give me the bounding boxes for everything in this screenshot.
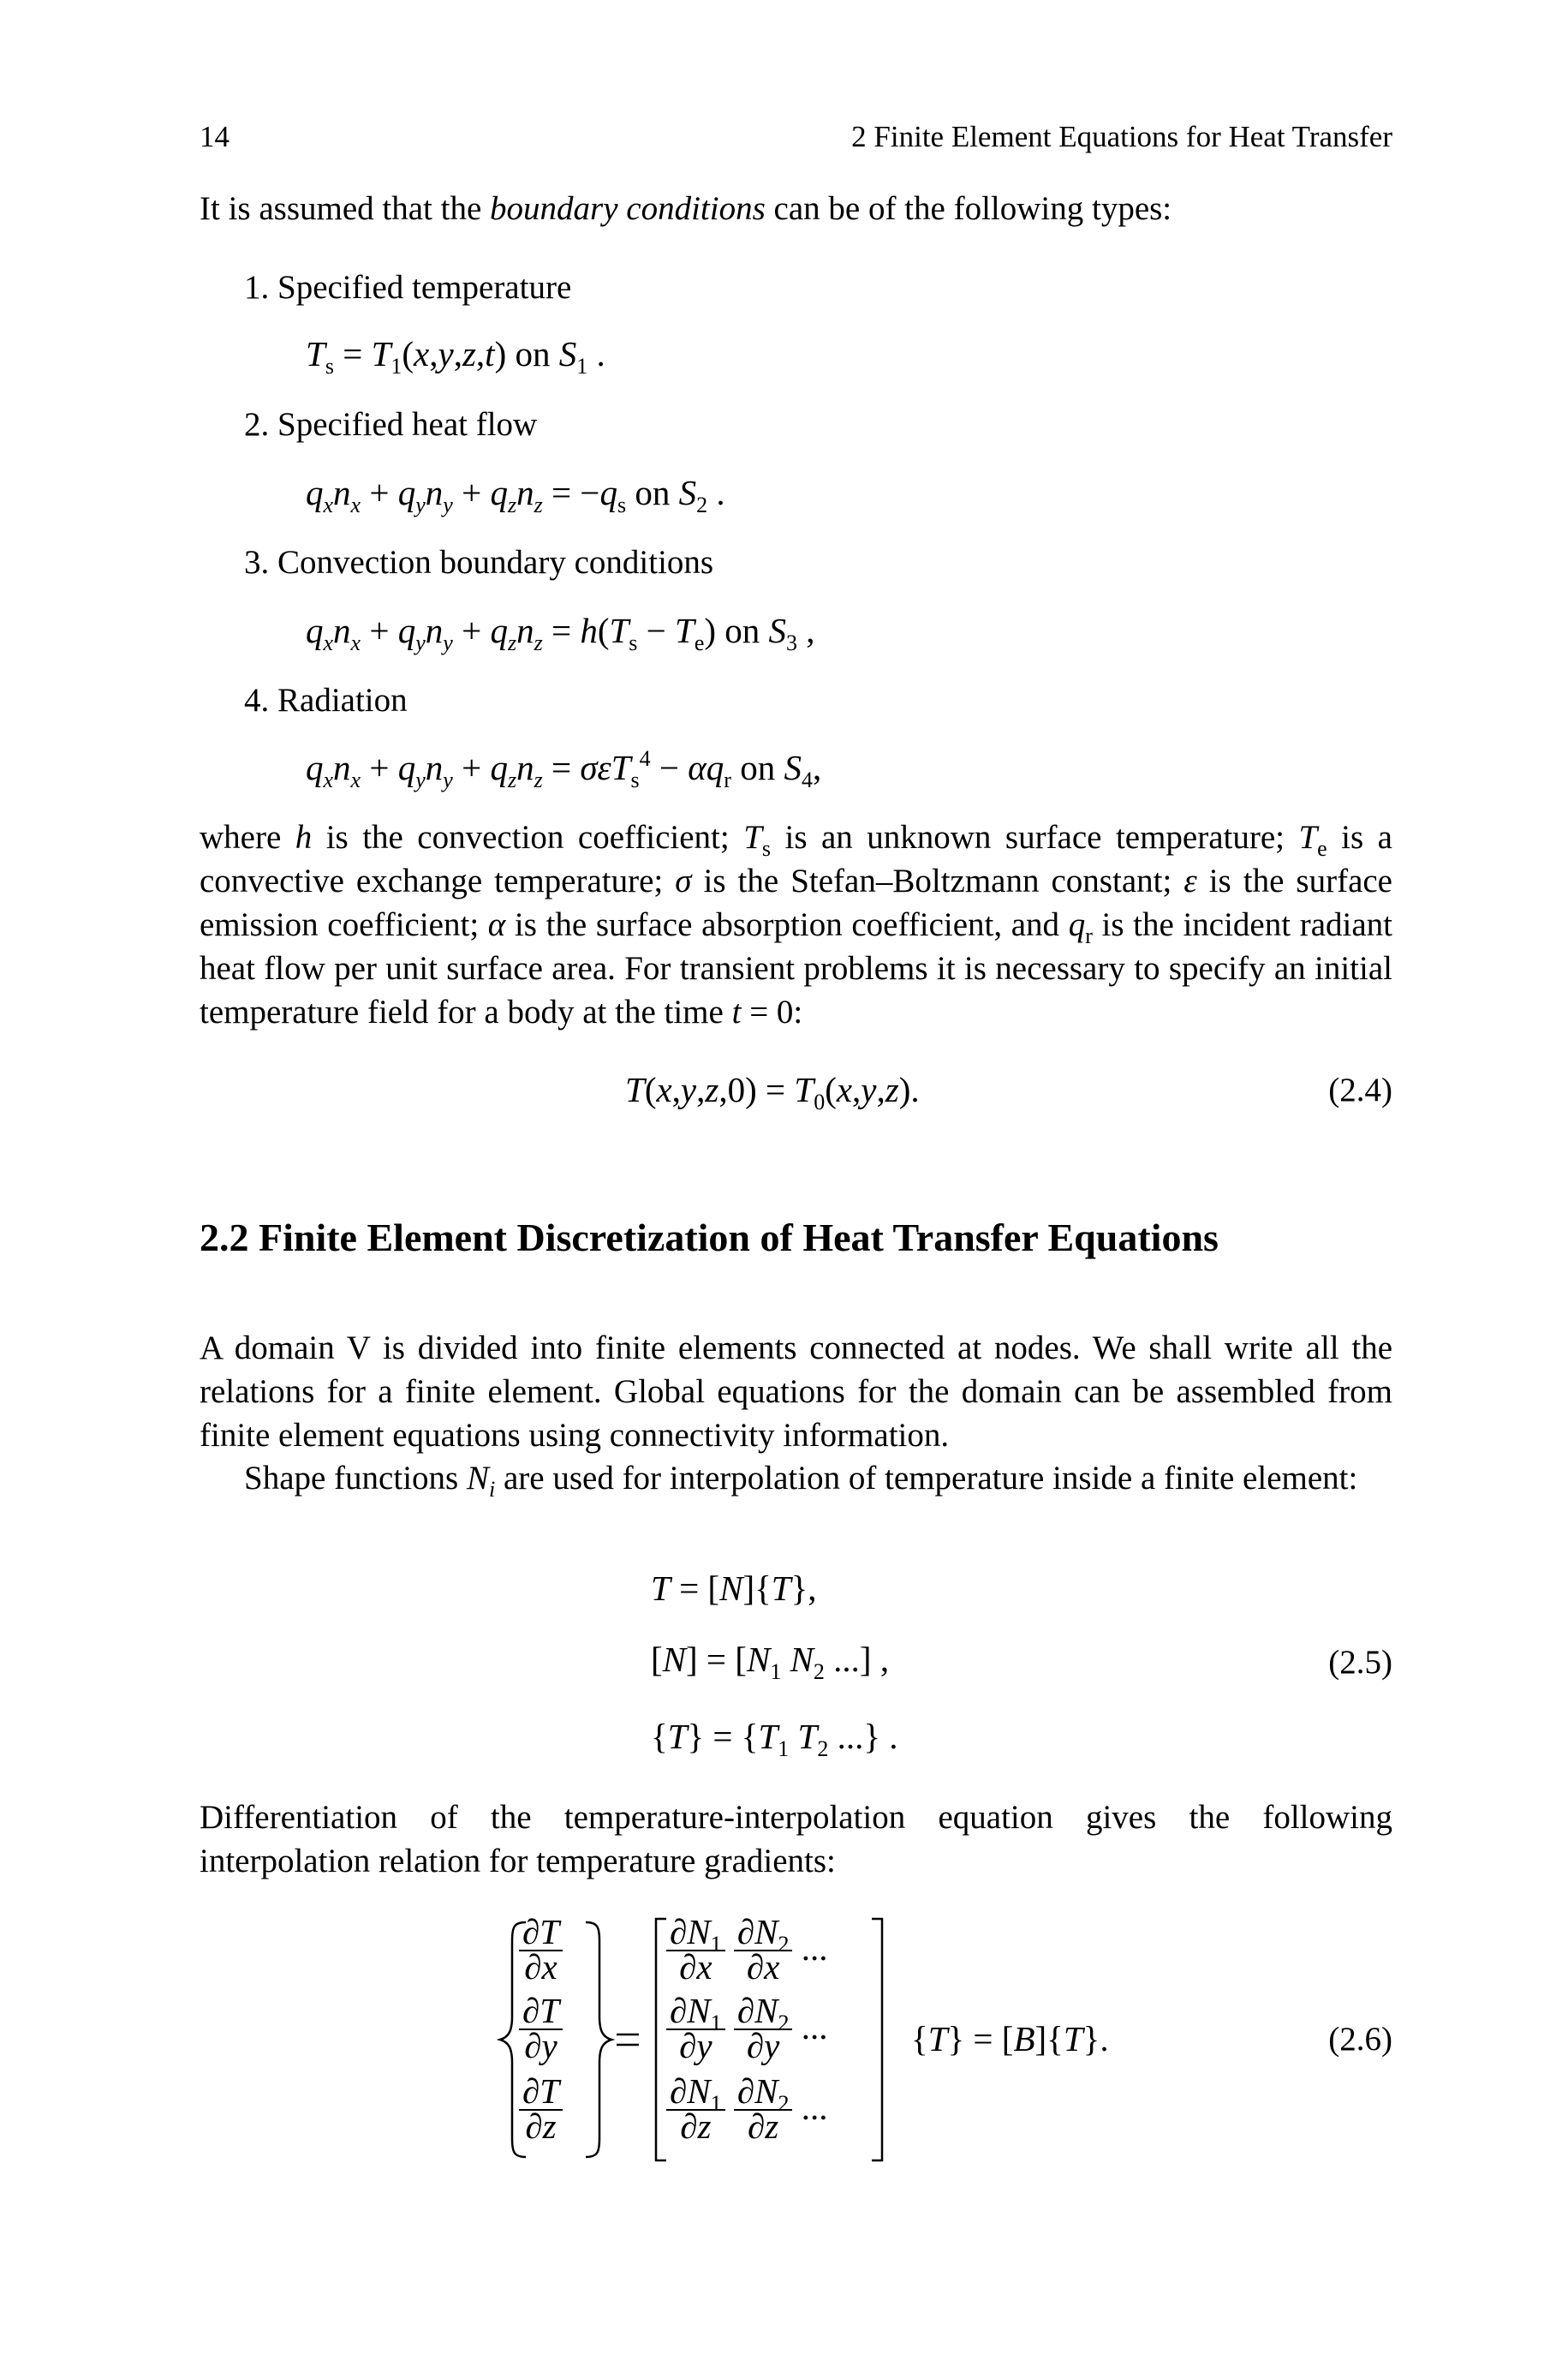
section-heading: 2.2 Finite Element Discretization of Heat Transfer Equations bbox=[200, 1216, 1219, 1259]
grad-vector-y: $\frac{\partial T}{\partial y}$ bbox=[519, 1993, 563, 2061]
shape-paragraph: Shape functions $N_i$ are used for interpolation of temperature inside a finite element: bbox=[244, 1460, 1358, 1502]
grad-vector-z: $\frac{\partial T}{\partial z}$ bbox=[519, 2073, 563, 2142]
matrix-row-x: $\frac{\partial N_1}{\partial x}$ $\frac{\partial N_2}{\partial x}$ ... bbox=[666, 1914, 827, 1982]
bc-item-1-formula: $T_s = T_1(x,y,z,t)$ on $S_1$ . bbox=[306, 334, 605, 379]
eq-2-5-line-3: $\{T\} = \{T_1$ $T_2$ ...} . bbox=[651, 1717, 898, 1761]
bc-item-2-formula: $q_xn_x + q_yn_y + q_zn_z = -q_s$ on $S_2$ . bbox=[306, 473, 725, 517]
running-title: 2 Finite Element Equations for Heat Transfer bbox=[851, 120, 1392, 153]
bc-item-3-label: 3. Convection boundary conditions bbox=[244, 544, 714, 581]
bc-item-4-formula: $q_xn_x + q_yn_y + q_zn_z = \sigma\varepsilon T_s^4 - \alpha q_r$ on $S_4$, bbox=[306, 746, 822, 792]
bc-item-1-label: 1. Specified temperature bbox=[244, 269, 572, 306]
eq-2-5-line-2: $[N] = [N_1$ $N_2$ ...] , bbox=[651, 1640, 890, 1684]
differentiation-paragraph: Differentiation of the temperature-interpolation equation gives the following interpolation relation for temperature gradients: bbox=[200, 1799, 1392, 1879]
matrix-row-z: $\frac{\partial N_1}{\partial z}$ $\frac{\partial N_2}{\partial z}$ ... bbox=[666, 2073, 827, 2142]
eq-2-4-formula: $T(x,y,z,0) = T_0(x,y,z)$. bbox=[625, 1070, 920, 1114]
bc-item-4-label: 4. Radiation bbox=[244, 682, 408, 719]
domain-paragraph: A domain V is divided into finite elements connected at nodes. We shall write all the relations for a finite element. Global equations for the domain can be assembled from finite element equations using connectivity information. bbox=[200, 1329, 1392, 1454]
eq-2-5-number: (2.5) bbox=[1328, 1644, 1392, 1681]
bc-item-3-formula: $q_xn_x + q_yn_y + q_zn_z = h(T_s - T_e)$ on $S_3$ , bbox=[306, 611, 815, 655]
intro-emphasis: boundary conditions bbox=[490, 190, 766, 227]
matrix-row-y: $\frac{\partial N_1}{\partial y}$ $\frac{\partial N_2}{\partial y}$ ... bbox=[666, 1993, 827, 2061]
grad-vector-x: $\frac{\partial T}{\partial x}$ bbox=[519, 1914, 563, 1982]
eq-2-6-number: (2.6) bbox=[1328, 2021, 1392, 2058]
bc-item-2-label: 2. Specified heat flow bbox=[244, 406, 538, 443]
eq-2-5-line-1: T = [N]{T}, bbox=[651, 1568, 817, 1608]
intro-paragraph: It is assumed that the boundary conditions can be of the following types: bbox=[200, 190, 1172, 227]
page-number: 14 bbox=[200, 120, 230, 153]
where-paragraph: where h is the convection coefficient; $T_s$ is an unknown surface temperature; $T_e$ is a convective exchange temperature; σ is the Stefan–Boltzmann constant; ε is the surface emission coefficient; α is the surface absorption coefficient, and $q_r$ is the incident radiant heat flow per unit surface area. For transient problems it is necessary to specify an initial temperature field for a body at the time t = 0: bbox=[200, 819, 1392, 1031]
eq-2-6-rhs: {T} = [B]{T}. bbox=[911, 2019, 1109, 2058]
eq-2-4-number: (2.4) bbox=[1328, 1072, 1392, 1108]
eq-2-6-formula bbox=[497, 1912, 899, 2164]
